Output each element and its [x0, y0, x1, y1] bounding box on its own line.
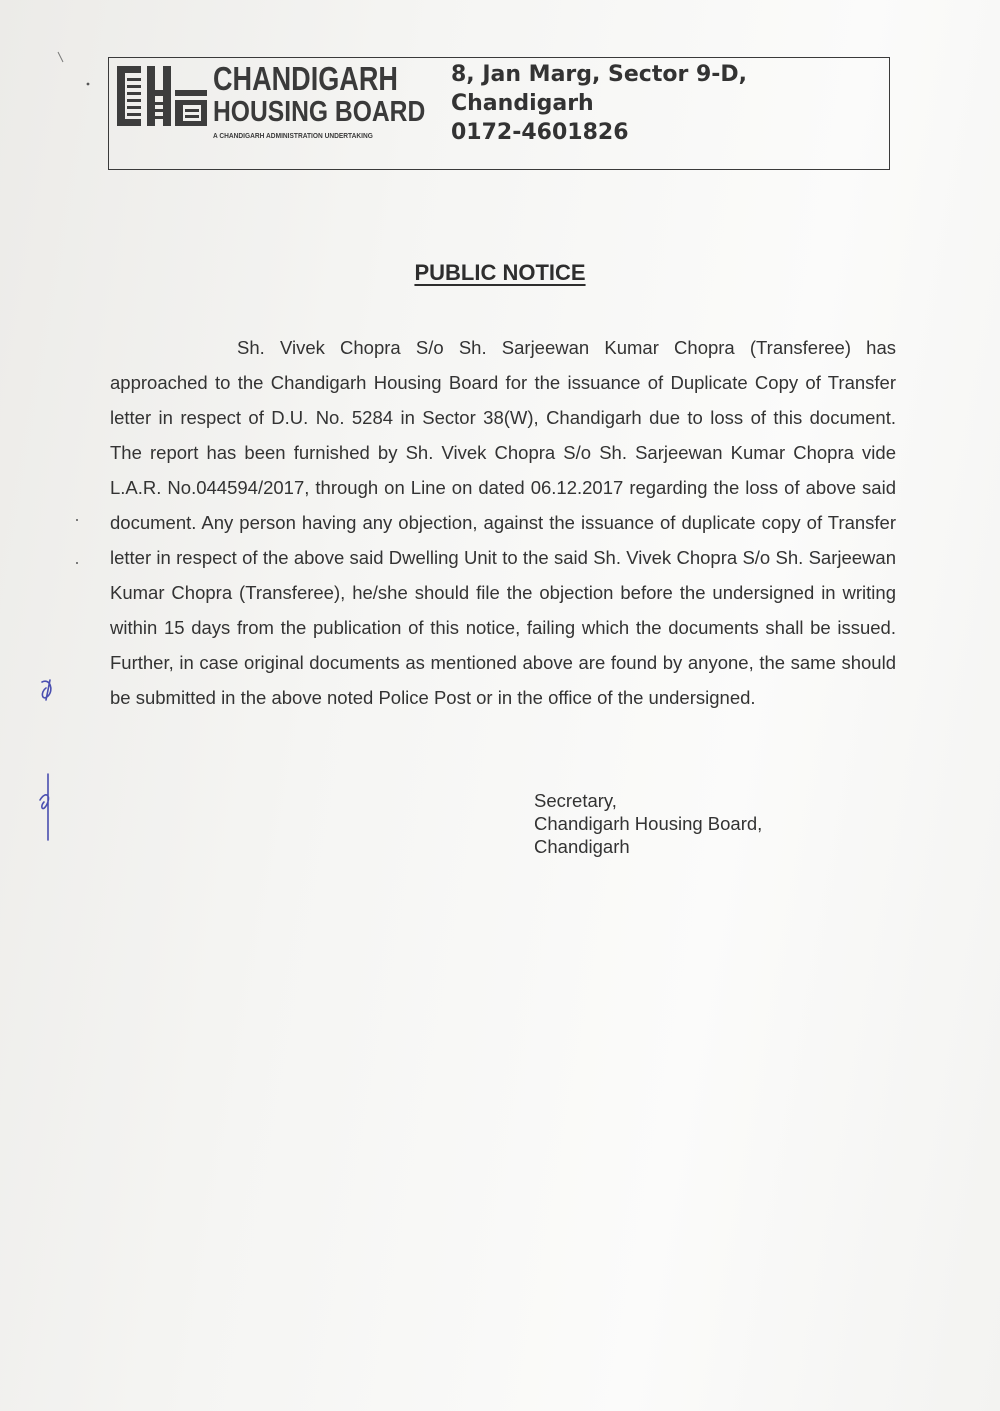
address-block: [451, 60, 747, 147]
letterhead: [108, 57, 890, 170]
signature-block: [534, 789, 762, 858]
org-name-line2: HOUSING BOARD: [213, 96, 426, 128]
address-line1: 8, Jan Marg, Sector 9-D,: [451, 62, 748, 87]
notice-body: Sh. Vivek Chopra S/o Sh. Sarjeewan Kumar Chopra (Transferee) has approached to the Chandigarh Housing Board for the issuance of Duplicate Copy of Transfer letter in respect of D.U. No. 5284 in Sector 38(W), Chandigarh due to loss of this document. The report has been furnished by Sh. Vivek Chopra S/o Sh. Sarjeewan Kumar Chopra vide L.A.R. No.044594/2017, through on Line on dated 06.12.2017 regarding the loss of above said document. Any person having any objection, against the issuance of duplicate copy of Transfer letter in respect of the above said Dwelling Unit to the said Sh. Vivek Chopra S/o Sh. Sarjeewan Kumar Chopra (Transferee), he/she should file the objection before the undersigned in writing within 15 days from the publication of this notice, failing which the documents shall be issued. Further, in case original documents as mentioned above are found by anyone, the same should be submitted in the above noted Police Post or in the office of the undersigned.: [110, 337, 896, 708]
signatory-organisation: Chandigarh Housing Board,: [534, 813, 763, 834]
notice-title: PUBLIC NOTICE: [414, 260, 586, 285]
org-name-line1: CHANDIGARH: [213, 60, 398, 97]
chb-logo-icon: [117, 64, 209, 130]
org-tagline: A CHANDIGARH ADMINISTRATION UNDERTAKING: [213, 131, 373, 140]
address-line2: Chandigarh: [451, 91, 594, 116]
signatory-title: Secretary,: [534, 790, 617, 811]
phone-number: 0172-4601826: [451, 120, 629, 145]
signatory-city: Chandigarh: [534, 836, 630, 857]
